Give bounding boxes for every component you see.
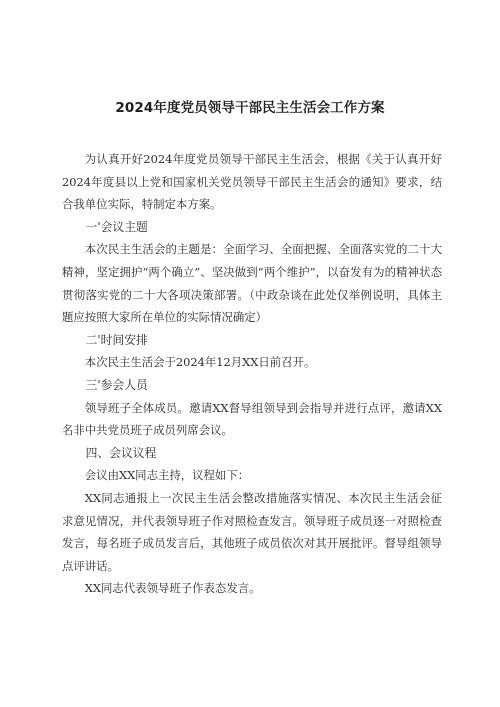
section-heading-agenda: 四、会议议程 — [85, 445, 157, 460]
agenda-item-1: XX同志通报上一次民主生活会整改措施落实情况、本次民主生活会征求意见情况，并代表领导班子作对照检查发言。领导班子成员逐一对照检查发言，每名班子成员发言后，其他班子成员依次对其开展批评。督导组领导点评讲话。 — [62, 490, 442, 573]
section-heading-participants: 三'参会人员 — [85, 377, 148, 392]
section-heading-schedule: 二'时间安排 — [85, 332, 148, 347]
intro-paragraph: 为认真开好2024年度党员领导干部民主生活会，根据《关于认真开好2024年度县以上党和国家机关党员领导干部民主生活会的通知》要求，结合我单位实际，特制定本方案。 — [62, 152, 442, 212]
document-title: 2024年度党员领导干部民主生活会工作方案 — [115, 100, 385, 116]
section-body-theme: 本次民主生活会的主题是：全面学习、全面把握、全面落实党的二十大精神，坚定拥护“两个确立”、坚决做到“两个维护”，以奋发有为的精神状态贯彻落实党的二十大各项决策部署。（中政杂谈在此处仅举例说明，具体主题应按照大家所在单位的实际情况确定） — [62, 242, 442, 325]
section-body-participants: 领导班子全体成员。邀请XX督导组领导到会指导并进行点评，邀请XX名非中共党员班子成员列席会议。 — [62, 400, 442, 438]
section-body-agenda-intro: 会议由XX同志主持，议程如下： — [84, 468, 250, 483]
section-body-schedule: 本次民主生活会于2024年12月XX日前召开。 — [84, 355, 316, 370]
agenda-item-2: XX同志代表领导班子作表态发言。 — [84, 581, 261, 596]
section-heading-theme: 一'会议主题 — [85, 219, 148, 234]
document-body — [62, 148, 442, 600]
